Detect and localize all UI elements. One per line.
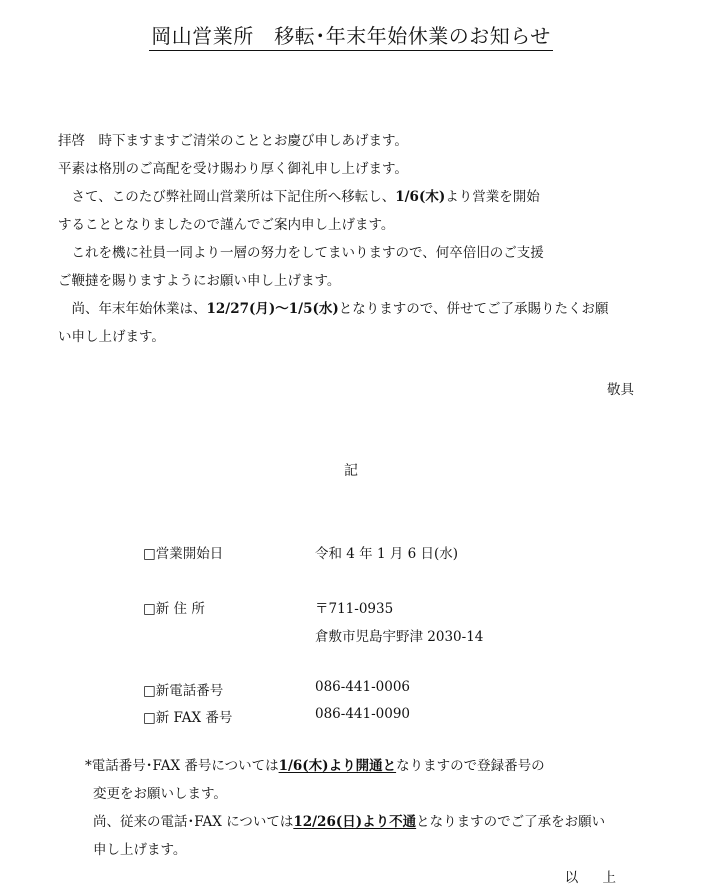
body-line: 平素は格別のご高配を受け賜わり厚く御礼申し上げます。 [58, 161, 408, 177]
fax-label: □新 FAX 番号 [143, 710, 233, 726]
address-label: □新 住 所 [143, 601, 205, 617]
tel-value: 086-441-0006 [315, 679, 411, 695]
note-segment: 尚、従来の電話･FAX については [93, 814, 294, 830]
body-line [58, 301, 658, 329]
body-text-segment: 尚、年末年始休業は、 [58, 301, 207, 317]
note-line [85, 814, 665, 842]
disconnect-date-emphasis: 12/26(日)より不通 [293, 814, 417, 830]
body-line: 拝啓 時下ますますご清栄のこととお慶び申しあげます。 [58, 133, 408, 149]
note-line: 申し上げます。 [93, 842, 187, 858]
document-title: 岡山営業所 移転･年末年始休業のお知らせ [149, 24, 552, 51]
address-value: 倉敷市児島宇野津 2030-14 [315, 629, 484, 645]
note-segment: *電話番号･FAX 番号については [85, 758, 279, 774]
body-line: することとなりましたので謹んでご案内申し上げます。 [58, 217, 395, 233]
note-line [85, 758, 665, 786]
open-date-value: 令和 4 年 1 月 6 日(水) [315, 546, 459, 562]
fax-value: 086-441-0090 [315, 706, 411, 722]
ki-heading: 記 [344, 463, 358, 479]
note-segment: となりますのでご了承をお願い [416, 814, 606, 830]
holiday-period-emphasis: 12/27(月)～1/5(水) [206, 301, 339, 317]
open-date-label: □営業開始日 [143, 546, 224, 562]
body-line: これを機に社員一同より一層の努力をしてまいりますので、何卒倍旧のご支援 [58, 245, 544, 261]
open-date-emphasis: 1/6(木) [395, 189, 446, 205]
note-segment: なりますので登録番号の [396, 758, 545, 774]
body-text [58, 133, 658, 357]
note-line: 変更をお願いします。 [93, 786, 227, 802]
body-line: い申し上げます。 [58, 329, 165, 345]
tel-label: □新電話番号 [143, 683, 224, 699]
body-text-segment: より営業を開始 [445, 189, 540, 205]
document-title-wrap [0, 20, 702, 49]
body-line: ご鞭撻を賜りますようにお願い申し上げます。 [58, 273, 341, 289]
closing-keigu: 敬具 [607, 382, 634, 398]
notes [85, 758, 665, 870]
activation-date-emphasis: 1/6(木)より開通と [278, 758, 397, 774]
postal-code: 〒711-0935 [315, 601, 394, 617]
body-text-segment: となりますので、併せてご了承賜りたくお願 [338, 301, 609, 317]
closing-ijou: 以 上 [564, 870, 626, 886]
body-text-segment: さて、このたび弊社岡山営業所は下記住所へ移転し、 [58, 189, 396, 205]
body-line [58, 189, 658, 217]
